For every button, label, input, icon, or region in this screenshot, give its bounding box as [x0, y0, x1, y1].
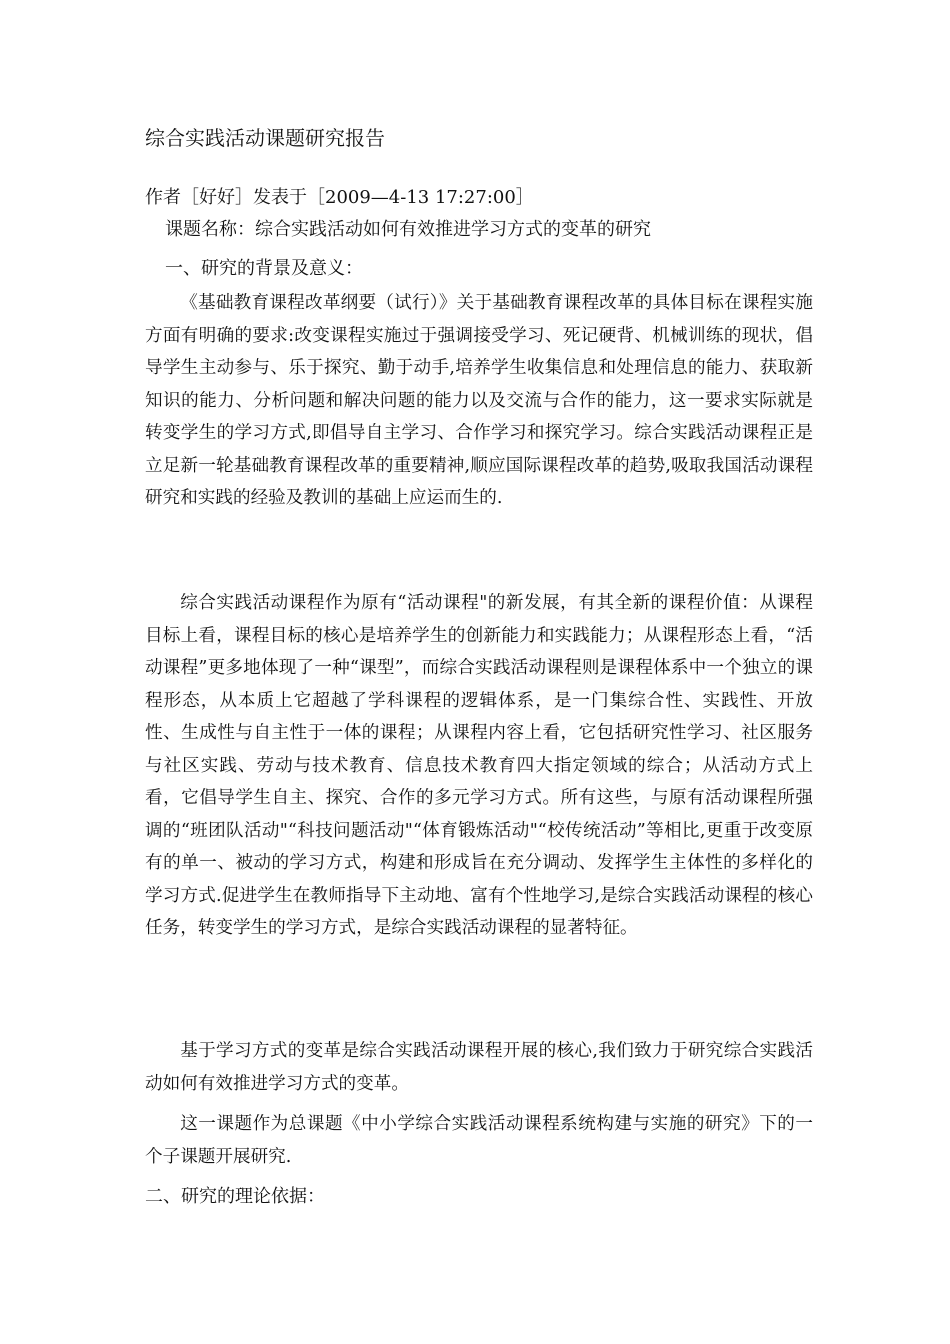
paragraph-learning-change: 基于学习方式的变革是综合实践活动课程开展的核心,我们致力于研究综合实践活动如何有效推进学习方式的变革。: [145, 1041, 813, 1094]
document-title: 综合实践活动课题研究报告: [145, 126, 385, 150]
paragraph-course-value: 综合实践活动课程作为原有“活动课程"的新发展，有其全新的课程价值：从课程目标上看，课程目标的核心是培养学生的创新能力和实践能力；从课程形态上看，“活动课程”更多地体现了一种“课型”，而综合实践活动课程则是课程体系中一个独立的课程形态，从本质上它超越了学科课程的逻辑体系，是一门集综合性、实践性、开放性、生成性与自主性于一体的课程；从课程内容上看，它包括研究性学习、社区服务与社区实践、劳动与技术教育、信息技术教育四大指定领域的综合；从活动方式上看，它倡导学生自主、探究、合作的多元学习方式。所有这些，与原有活动课程所强调的“班团队活动"“科技问题活动"“体育锻炼活动"“校传统活动”等相比,更重于改变原有的单一、被动的学习方式，构建和形成旨在充分调动、发挥学生主体性的多样化的学习方式.促进学生在教师指导下主动地、富有个性地学习,是综合实践活动课程的核心任务，转变学生的学习方式，是综合实践活动课程的显著特征。: [145, 593, 813, 938]
author-meta-line: 作者［好好］发表于［2009—4-13 17:27:00］: [145, 187, 534, 208]
course-name-line: 课题名称：综合实践活动如何有效推进学习方式的变革的研究: [165, 219, 651, 240]
paragraph-subtopic: 这一课题作为总课题《中小学综合实践活动课程系统构建与实施的研究》下的一个子课题开展研究.: [145, 1114, 813, 1167]
paragraph-curriculum-reform: 《基础教育课程改革纲要（试行）》关于基础教育课程改革的具体目标在课程实施方面有明确的要求:改变课程实施过于强调接受学习、死记硬背、机械训练的现状，倡导学生主动参与、乐于探究、勤于动手,培养学生收集信息和处理信息的能力、获取新知识的能力、分析问题和解决问题的能力以及交流与合作的能力，这一要求实际就是转变学生的学习方式,即倡导自主学习、合作学习和探究学习。综合实践活动课程正是立足新一轮基础教育课程改革的重要精神,顺应国际课程改革的趋势,吸取我国活动课程研究和实践的经验及教训的基础上应运而生的.: [145, 293, 813, 508]
section-heading-background: 一、研究的背景及意义：: [165, 258, 363, 279]
section-heading-theory: 二、研究的理论依据：: [145, 1186, 325, 1207]
